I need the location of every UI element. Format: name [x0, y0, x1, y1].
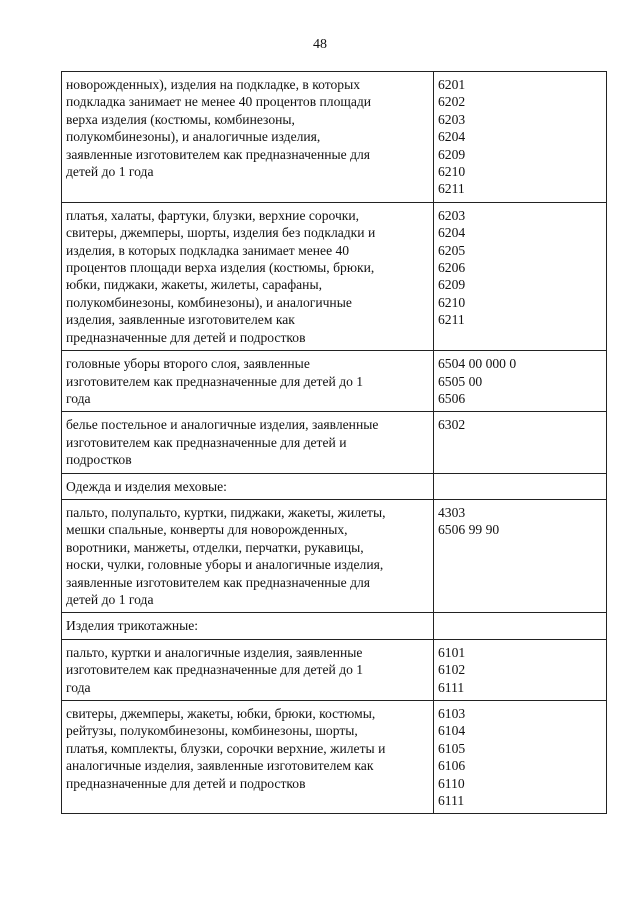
description-line: подкладка занимает не менее 40 процентов площади — [66, 94, 372, 110]
tn-ved-code: 6202 — [438, 94, 466, 110]
description-line: носки, чулки, головные уборы и аналогичные изделия, — [66, 557, 384, 573]
tn-ved-code: 6101 — [438, 644, 466, 660]
codes-cell — [434, 351, 607, 412]
table-row — [62, 473, 607, 499]
tn-ved-code: 6210 — [438, 294, 466, 310]
description-line: платья, халаты, фартуки, блузки, верхние сорочки, — [66, 207, 360, 223]
description-line: детей до 1 года — [66, 591, 154, 607]
description-line: года — [66, 679, 91, 695]
description-cell — [62, 351, 434, 412]
codes-cell — [434, 72, 607, 203]
page-number: 48 — [313, 37, 327, 52]
table-row — [62, 613, 607, 639]
description-line: изготовителем как предназначенные для детей до 1 — [66, 662, 364, 678]
description-line: аналогичные изделия, заявленные изготовителем как — [66, 758, 374, 774]
tn-ved-code: 6203 — [438, 207, 466, 223]
tn-ved-code: 6102 — [438, 662, 466, 678]
section-heading — [62, 613, 434, 639]
description-cell — [62, 202, 434, 350]
description-line: новорожденных), изделия на подкладке, в которых — [66, 77, 361, 92]
description-line: заявленные изготовителем как предназначенные для — [66, 146, 371, 162]
tn-ved-code: 6111 — [438, 679, 465, 695]
tn-ved-code: 6204 — [438, 225, 466, 241]
description-line: свитеры, джемперы, шорты, изделия без подкладки и — [66, 225, 376, 241]
tn-ved-code: 6105 — [438, 740, 466, 756]
tn-ved-code: 6506 99 90 — [438, 522, 500, 538]
description-line: пальто, полупальто, куртки, пиджаки, жакеты, жилеты, — [66, 504, 386, 520]
description-line: процентов площади верха изделия (костюмы, брюки, — [66, 260, 375, 276]
tn-ved-code: 6205 — [438, 242, 466, 258]
goods-table — [61, 71, 607, 814]
tn-ved-code: 6209 — [438, 277, 466, 293]
tn-ved-code: 6210 — [438, 164, 466, 180]
description-line: предназначенные для детей и подростков — [66, 775, 306, 791]
tn-ved-code: 6211 — [438, 181, 465, 197]
codes-cell — [434, 473, 607, 499]
tn-ved-code: 6206 — [438, 260, 466, 276]
description-cell — [62, 72, 434, 203]
description-line: изготовителем как предназначенные для детей до 1 — [66, 373, 364, 389]
tn-ved-code: 6106 — [438, 758, 466, 774]
description-line: Изделия трикотажные: — [66, 618, 199, 634]
codes-cell — [434, 499, 607, 612]
tn-ved-code: 6505 00 — [438, 373, 483, 389]
table-row — [62, 499, 607, 612]
table-row — [62, 72, 607, 203]
description-line: свитеры, джемперы, жакеты, юбки, брюки, костюмы, — [66, 706, 376, 721]
description-line: рейтузы, полукомбинезоны, комбинезоны, шорты, — [66, 723, 358, 739]
section-heading — [62, 473, 434, 499]
description-line: изделия, в которых подкладка занимает менее 40 — [66, 242, 350, 258]
description-line: полукомбинезоны, комбинезоны), и аналогичные — [66, 294, 352, 310]
codes-cell — [434, 701, 607, 814]
tn-ved-code: 6111 — [438, 793, 465, 809]
description-cell — [62, 412, 434, 473]
description-line: мешки спальные, конверты для новорожденных, — [66, 522, 348, 538]
tn-ved-code: 6302 — [438, 417, 466, 433]
description-line: изготовителем как предназначенные для детей и — [66, 434, 347, 450]
tn-ved-code: 6104 — [438, 723, 466, 739]
description-cell — [62, 701, 434, 814]
description-line: детей до 1 года — [66, 164, 154, 180]
description-line: Одежда и изделия меховые: — [66, 478, 227, 494]
tn-ved-code: 6203 — [438, 111, 466, 127]
description-line: белье постельное и аналогичные изделия, заявленные — [66, 417, 379, 433]
table-row — [62, 202, 607, 350]
description-line: подростков — [66, 452, 132, 468]
description-line: предназначенные для детей и подростков — [66, 329, 306, 345]
description-cell — [62, 639, 434, 700]
table-row — [62, 701, 607, 814]
description-line: года — [66, 390, 91, 406]
table-row — [62, 639, 607, 700]
description-line: пальто, куртки и аналогичные изделия, заявленные — [66, 644, 363, 660]
tn-ved-code: 6201 — [438, 77, 466, 92]
codes-cell — [434, 202, 607, 350]
tn-ved-code: 6103 — [438, 706, 466, 721]
description-cell — [62, 499, 434, 612]
tn-ved-code: 4303 — [438, 504, 466, 520]
tn-ved-code: 6110 — [438, 775, 465, 791]
description-line: заявленные изготовителем как предназначенные для — [66, 574, 371, 590]
tn-ved-code: 6211 — [438, 312, 465, 328]
description-line: изделия, заявленные изготовителем как — [66, 312, 295, 328]
codes-cell — [434, 412, 607, 473]
description-line: полукомбинезоны), и аналогичные изделия, — [66, 129, 321, 145]
tn-ved-code: 6506 — [438, 390, 466, 406]
description-line: платья, комплекты, блузки, сорочки верхние, жилеты и — [66, 740, 386, 756]
codes-cell — [434, 639, 607, 700]
codes-cell — [434, 613, 607, 639]
table-row — [62, 351, 607, 412]
tn-ved-code: 6204 — [438, 129, 466, 145]
tn-ved-code: 6504 00 000 0 — [438, 356, 517, 372]
description-line: головные уборы второго слоя, заявленные — [66, 356, 310, 372]
description-line: верха изделия (костюмы, комбинезоны, — [66, 111, 295, 127]
description-line: воротники, манжеты, отделки, перчатки, рукавицы, — [66, 539, 364, 555]
table-row — [62, 412, 607, 473]
description-line: юбки, пиджаки, жакеты, жилеты, сарафаны, — [66, 277, 322, 293]
tn-ved-code: 6209 — [438, 146, 466, 162]
